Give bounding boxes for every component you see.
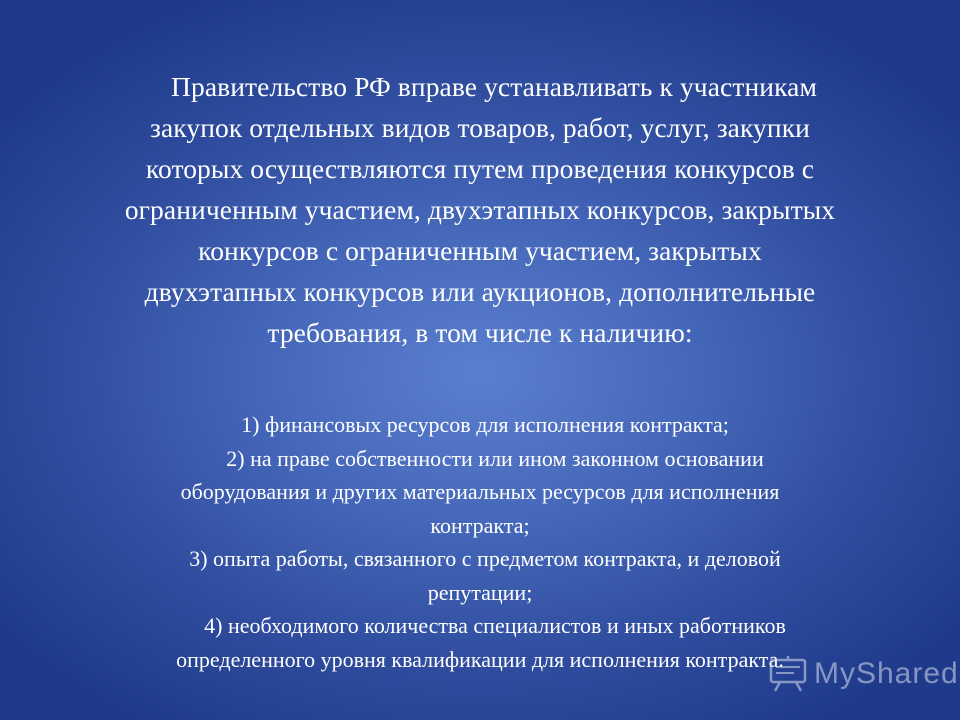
- watermark-text: MyShared: [814, 657, 959, 690]
- paragraph-line: Правительство РФ вправе устанавливать к участникам: [171, 71, 817, 102]
- list-item: 2) на праве собственности или ином законном основании: [226, 445, 764, 471]
- list-item: 4) необходимого количества специалистов и иных работников: [204, 613, 786, 638]
- requirements-list: [40, 408, 920, 676]
- paragraph-line: конкурсов с ограниченным участием, закрытых: [198, 235, 762, 266]
- list-item-continuation: оборудования и других материальных ресурсов для исполнения: [180, 479, 780, 504]
- list-item-continuation: определенного уровня квалификации для исполнения контракта.: [176, 646, 784, 672]
- paragraph-line: ограниченным участием, двухэтапных конкурсов, закрытых: [124, 194, 836, 225]
- list-item-continuation: репутации;: [427, 579, 533, 605]
- list-item: 1) финансовых ресурсов для исполнения контракта;: [241, 412, 729, 437]
- paragraph-line: закупок отдельных видов товаров, работ, услуг, закупки: [150, 112, 810, 143]
- list-item: 3) опыта работы, связанного с предметом контракта, и деловой: [189, 546, 781, 571]
- paragraph-line: которых осуществляются путем проведения конкурсов с: [145, 153, 815, 184]
- paragraph-line: требования, в том числе к наличию:: [267, 317, 693, 348]
- main-paragraph: [18, 66, 942, 353]
- list-item-continuation: контракта;: [430, 512, 530, 538]
- paragraph-line: двухэтапных конкурсов или аукционов, дополнительные: [144, 276, 816, 307]
